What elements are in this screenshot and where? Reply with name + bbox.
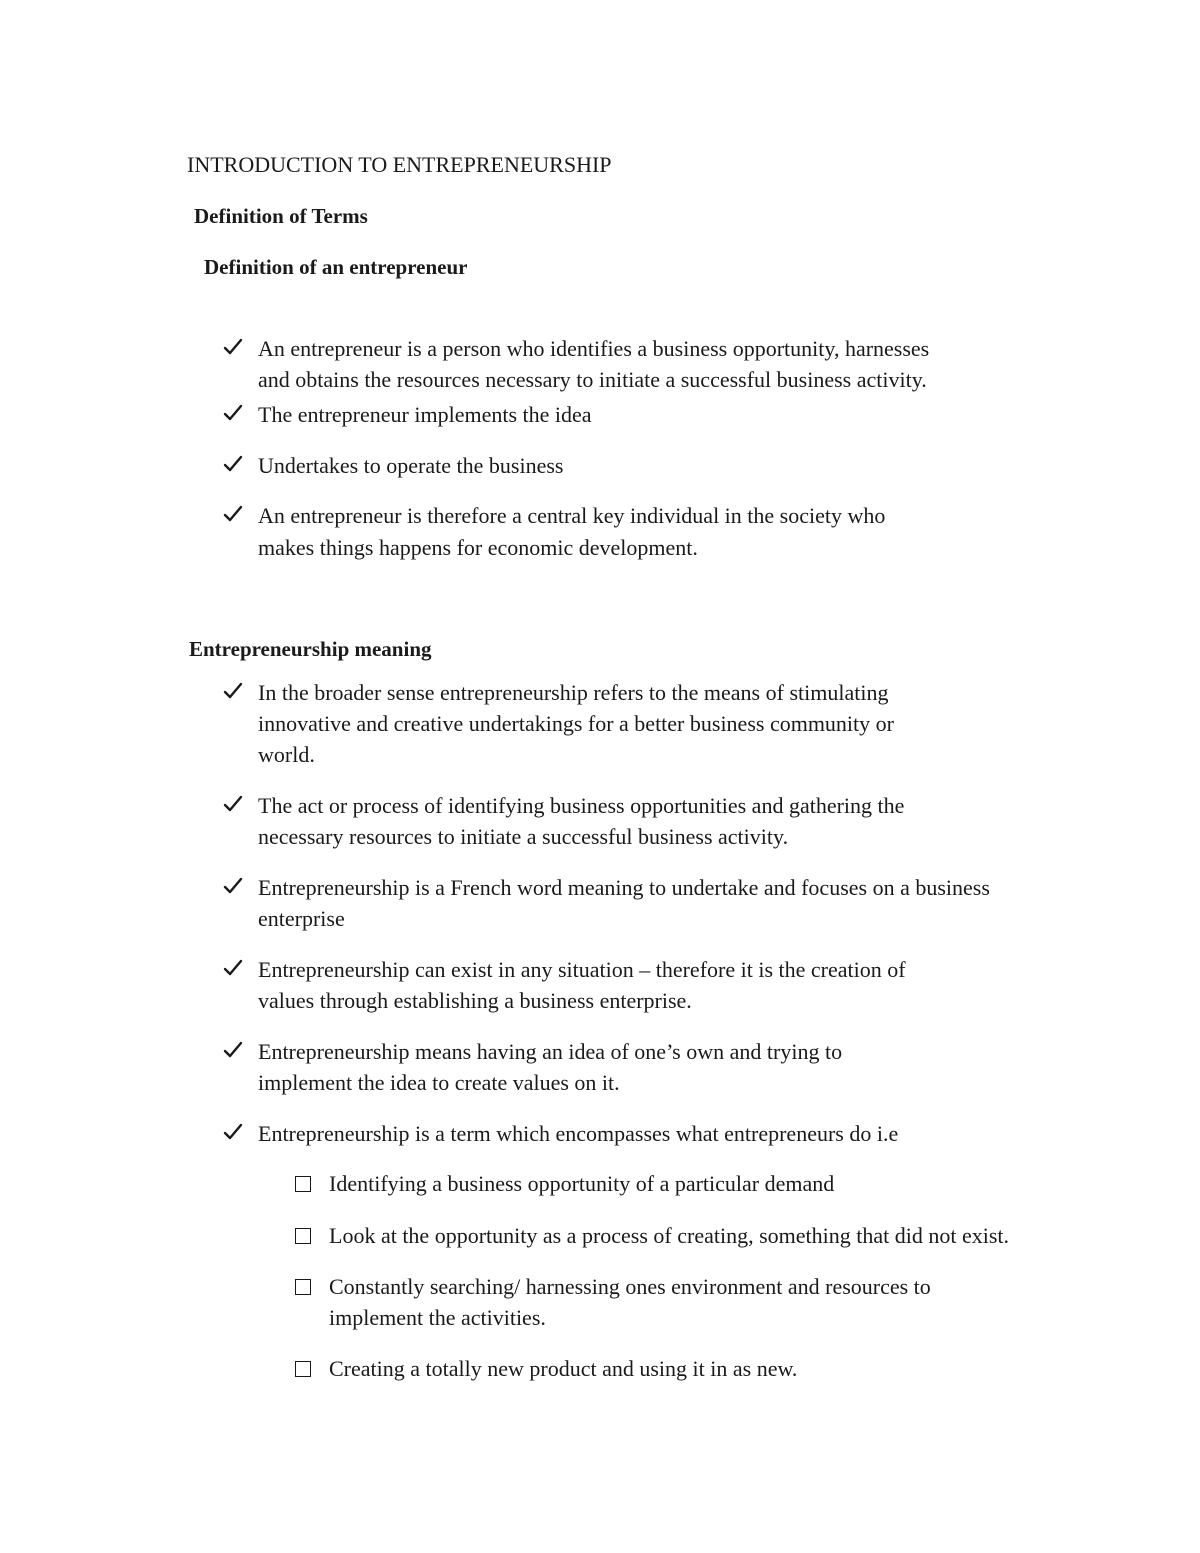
list-item-line: innovative and creative undertakings for a better business community or (258, 711, 894, 736)
list-item-line: The act or process of identifying business opportunities and gathering the (258, 793, 905, 818)
list-item (258, 399, 1058, 430)
list-item (258, 790, 1058, 852)
list-item-line: Undertakes to operate the business (258, 453, 564, 478)
list-item (258, 1118, 1058, 1149)
list-item-line: makes things happens for economic development. (258, 535, 698, 560)
list-item-line: In the broader sense entrepreneurship refers to the means of stimulating (258, 680, 889, 705)
sub-list-item (329, 1220, 1069, 1251)
sub-list-item-line: Identifying a business opportunity of a particular demand (329, 1171, 835, 1196)
checkmark-icon (222, 957, 244, 979)
list-item (258, 677, 1058, 770)
checkmark-icon (222, 1121, 244, 1143)
checkmark-icon (222, 336, 244, 358)
list-item-line: Entrepreneurship means having an idea of one’s own and trying to (258, 1039, 843, 1064)
checkmark-icon (222, 402, 244, 424)
sub-list-item-line: Constantly searching/ harnessing ones environment and resources to (329, 1274, 931, 1299)
sub-list-item (329, 1271, 1069, 1333)
list-item (258, 1036, 1058, 1098)
list-item (258, 333, 986, 395)
checkmark-icon (222, 1039, 244, 1061)
list-item-line: An entrepreneur is therefore a central key individual in the society who (258, 503, 886, 528)
sub-list-item (329, 1168, 1069, 1199)
section-heading-entrepreneurship-meaning: Entrepreneurship meaning (189, 637, 432, 661)
checkmark-icon (222, 875, 244, 897)
list-item (258, 500, 1058, 563)
list-item (258, 954, 1058, 1016)
checkbox-icon (295, 1361, 311, 1377)
section-heading-definition-entrepreneur: Definition of an entrepreneur (204, 255, 468, 279)
checkmark-icon (222, 793, 244, 815)
checkbox-icon (295, 1176, 311, 1192)
sub-list-item-line: implement the activities. (329, 1305, 546, 1330)
sub-list-item-line: Creating a totally new product and using it in as new. (329, 1356, 798, 1381)
checkmark-icon (222, 503, 244, 525)
list-item-line: values through establishing a business enterprise. (258, 988, 692, 1013)
list-item-line: enterprise (258, 906, 345, 931)
checkbox-icon (295, 1279, 311, 1295)
subheading-definition-of-terms: Definition of Terms (194, 204, 368, 228)
checkmark-icon (222, 680, 244, 702)
list-item-line: Entrepreneurship is a French word meaning to undertake and focuses on a business (258, 875, 990, 900)
document-title: INTRODUCTION TO ENTREPRENEURSHIP (187, 152, 612, 177)
list-item-line: implement the idea to create values on it. (258, 1070, 620, 1095)
list-item-line: The entrepreneur implements the idea (258, 402, 592, 427)
list-item-line: Entrepreneurship is a term which encompasses what entrepreneurs do i.e (258, 1121, 899, 1146)
list-item-line: necessary resources to initiate a successful business activity. (258, 824, 789, 849)
list-item-line: world. (258, 742, 315, 767)
list-item (258, 872, 1058, 934)
checkbox-icon (295, 1228, 311, 1244)
list-item (258, 450, 1058, 481)
list-item-line: An entrepreneur is a person who identifies a business opportunity, harnesses (258, 336, 930, 361)
sub-list-item-line: Look at the opportunity as a process of creating, something that did not exist. (329, 1223, 1010, 1248)
list-item-line: Entrepreneurship can exist in any situation – therefore it is the creation of (258, 957, 906, 982)
checkmark-icon (222, 453, 244, 475)
sub-list-item (329, 1353, 1069, 1384)
list-item-line: and obtains the resources necessary to initiate a successful business activity. (258, 367, 927, 392)
